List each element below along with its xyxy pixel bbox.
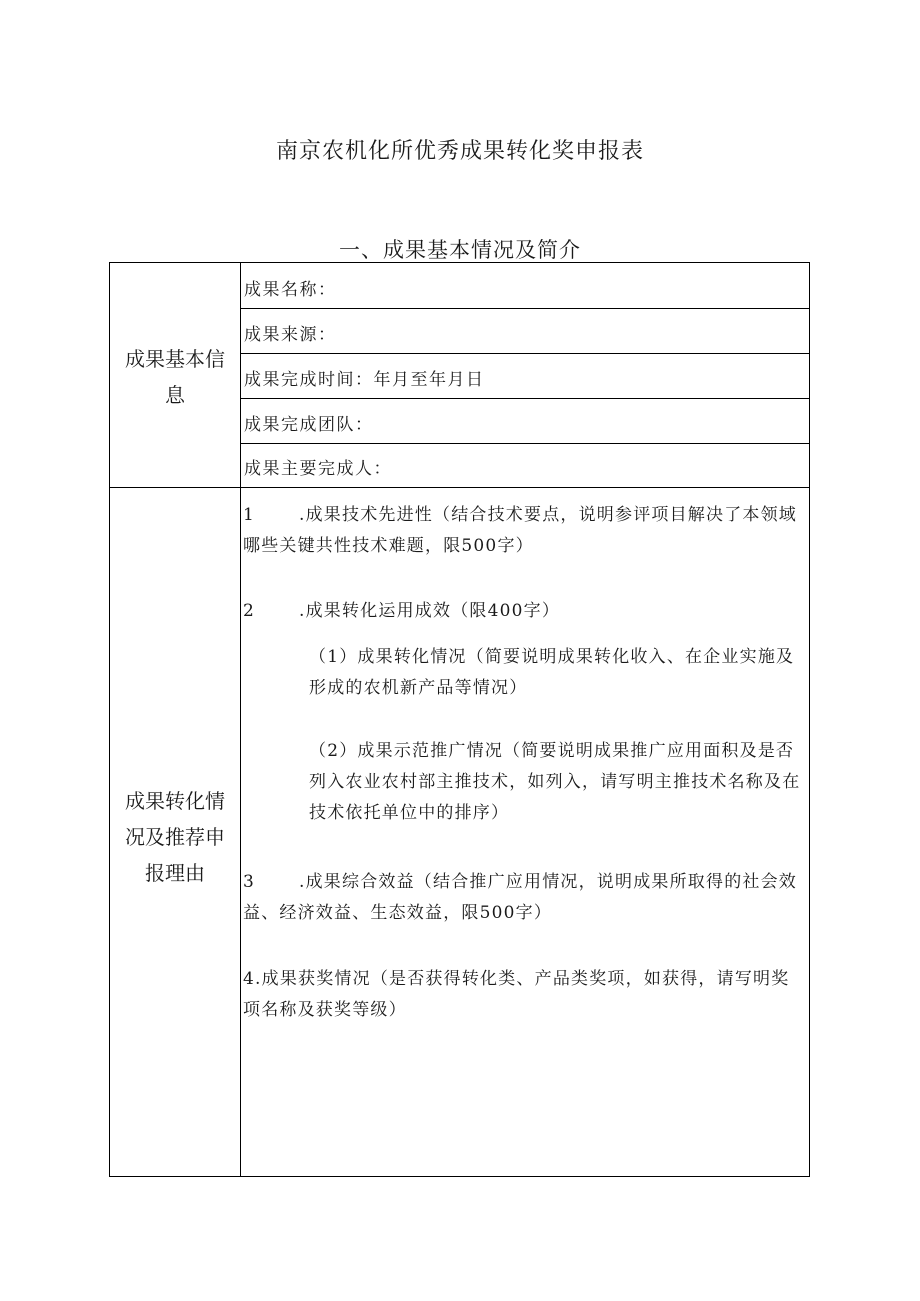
field-achievement-name[interactable]: 成果名称： — [244, 280, 337, 300]
item-number: 2 — [243, 601, 256, 621]
item-transfer-effect[interactable] — [243, 596, 807, 627]
item-comprehensive-benefit[interactable] — [243, 867, 807, 929]
item-text: .成果综合效益（结合推广应用情况，说明成果所取得的社会效益、经济效益、生态效益，限500字） — [243, 872, 798, 923]
item-text: .成果转化运用成效（限400字） — [299, 601, 561, 621]
sub-item-transfer-status[interactable]: （1）成果转化情况（简要说明成果转化收入、在企业实施及形成的农机新产品等情况） — [309, 647, 795, 698]
document-title: 南京农机化所优秀成果转化奖申报表 — [275, 139, 644, 164]
transfer-label: 成果转化情况及推荐申报理由 — [125, 789, 225, 885]
basic-info-label: 成果基本信息 — [125, 347, 225, 407]
item-number: 1 — [243, 505, 256, 525]
section-heading: 一、成果基本情况及简介 — [339, 238, 581, 262]
field-completion-time[interactable]: 成果完成时间：年月至年月日 — [244, 370, 485, 390]
row-divider — [240, 443, 809, 444]
item-awards[interactable]: 4.成果获奖情况（是否获得转化类、产品类奖项，如获得，请写明奖项名称及获奖等级） — [243, 969, 790, 1020]
column-divider — [240, 263, 241, 1176]
field-main-completer[interactable]: 成果主要完成人： — [244, 459, 392, 479]
application-form-table — [109, 262, 810, 1177]
section-divider — [110, 487, 809, 488]
field-achievement-source[interactable]: 成果来源： — [244, 325, 337, 345]
sub-item-demonstration[interactable]: （2）成果示范推广情况（简要说明成果推广应用面积及是否列入农业农村部主推技术，如列入，请写明主推技术名称及在技术依托单位中的排序） — [309, 741, 801, 823]
field-completion-team[interactable]: 成果完成团队： — [244, 415, 374, 435]
item-number: 3 — [243, 872, 256, 892]
item-text: .成果技术先进性（结合技术要点，说明参评项目解决了本领域哪些关键共性技术难题，限500字） — [243, 505, 798, 556]
row-divider — [240, 353, 809, 354]
row-divider — [240, 308, 809, 309]
item-technical-advancement[interactable] — [243, 500, 807, 562]
row-divider — [240, 398, 809, 399]
